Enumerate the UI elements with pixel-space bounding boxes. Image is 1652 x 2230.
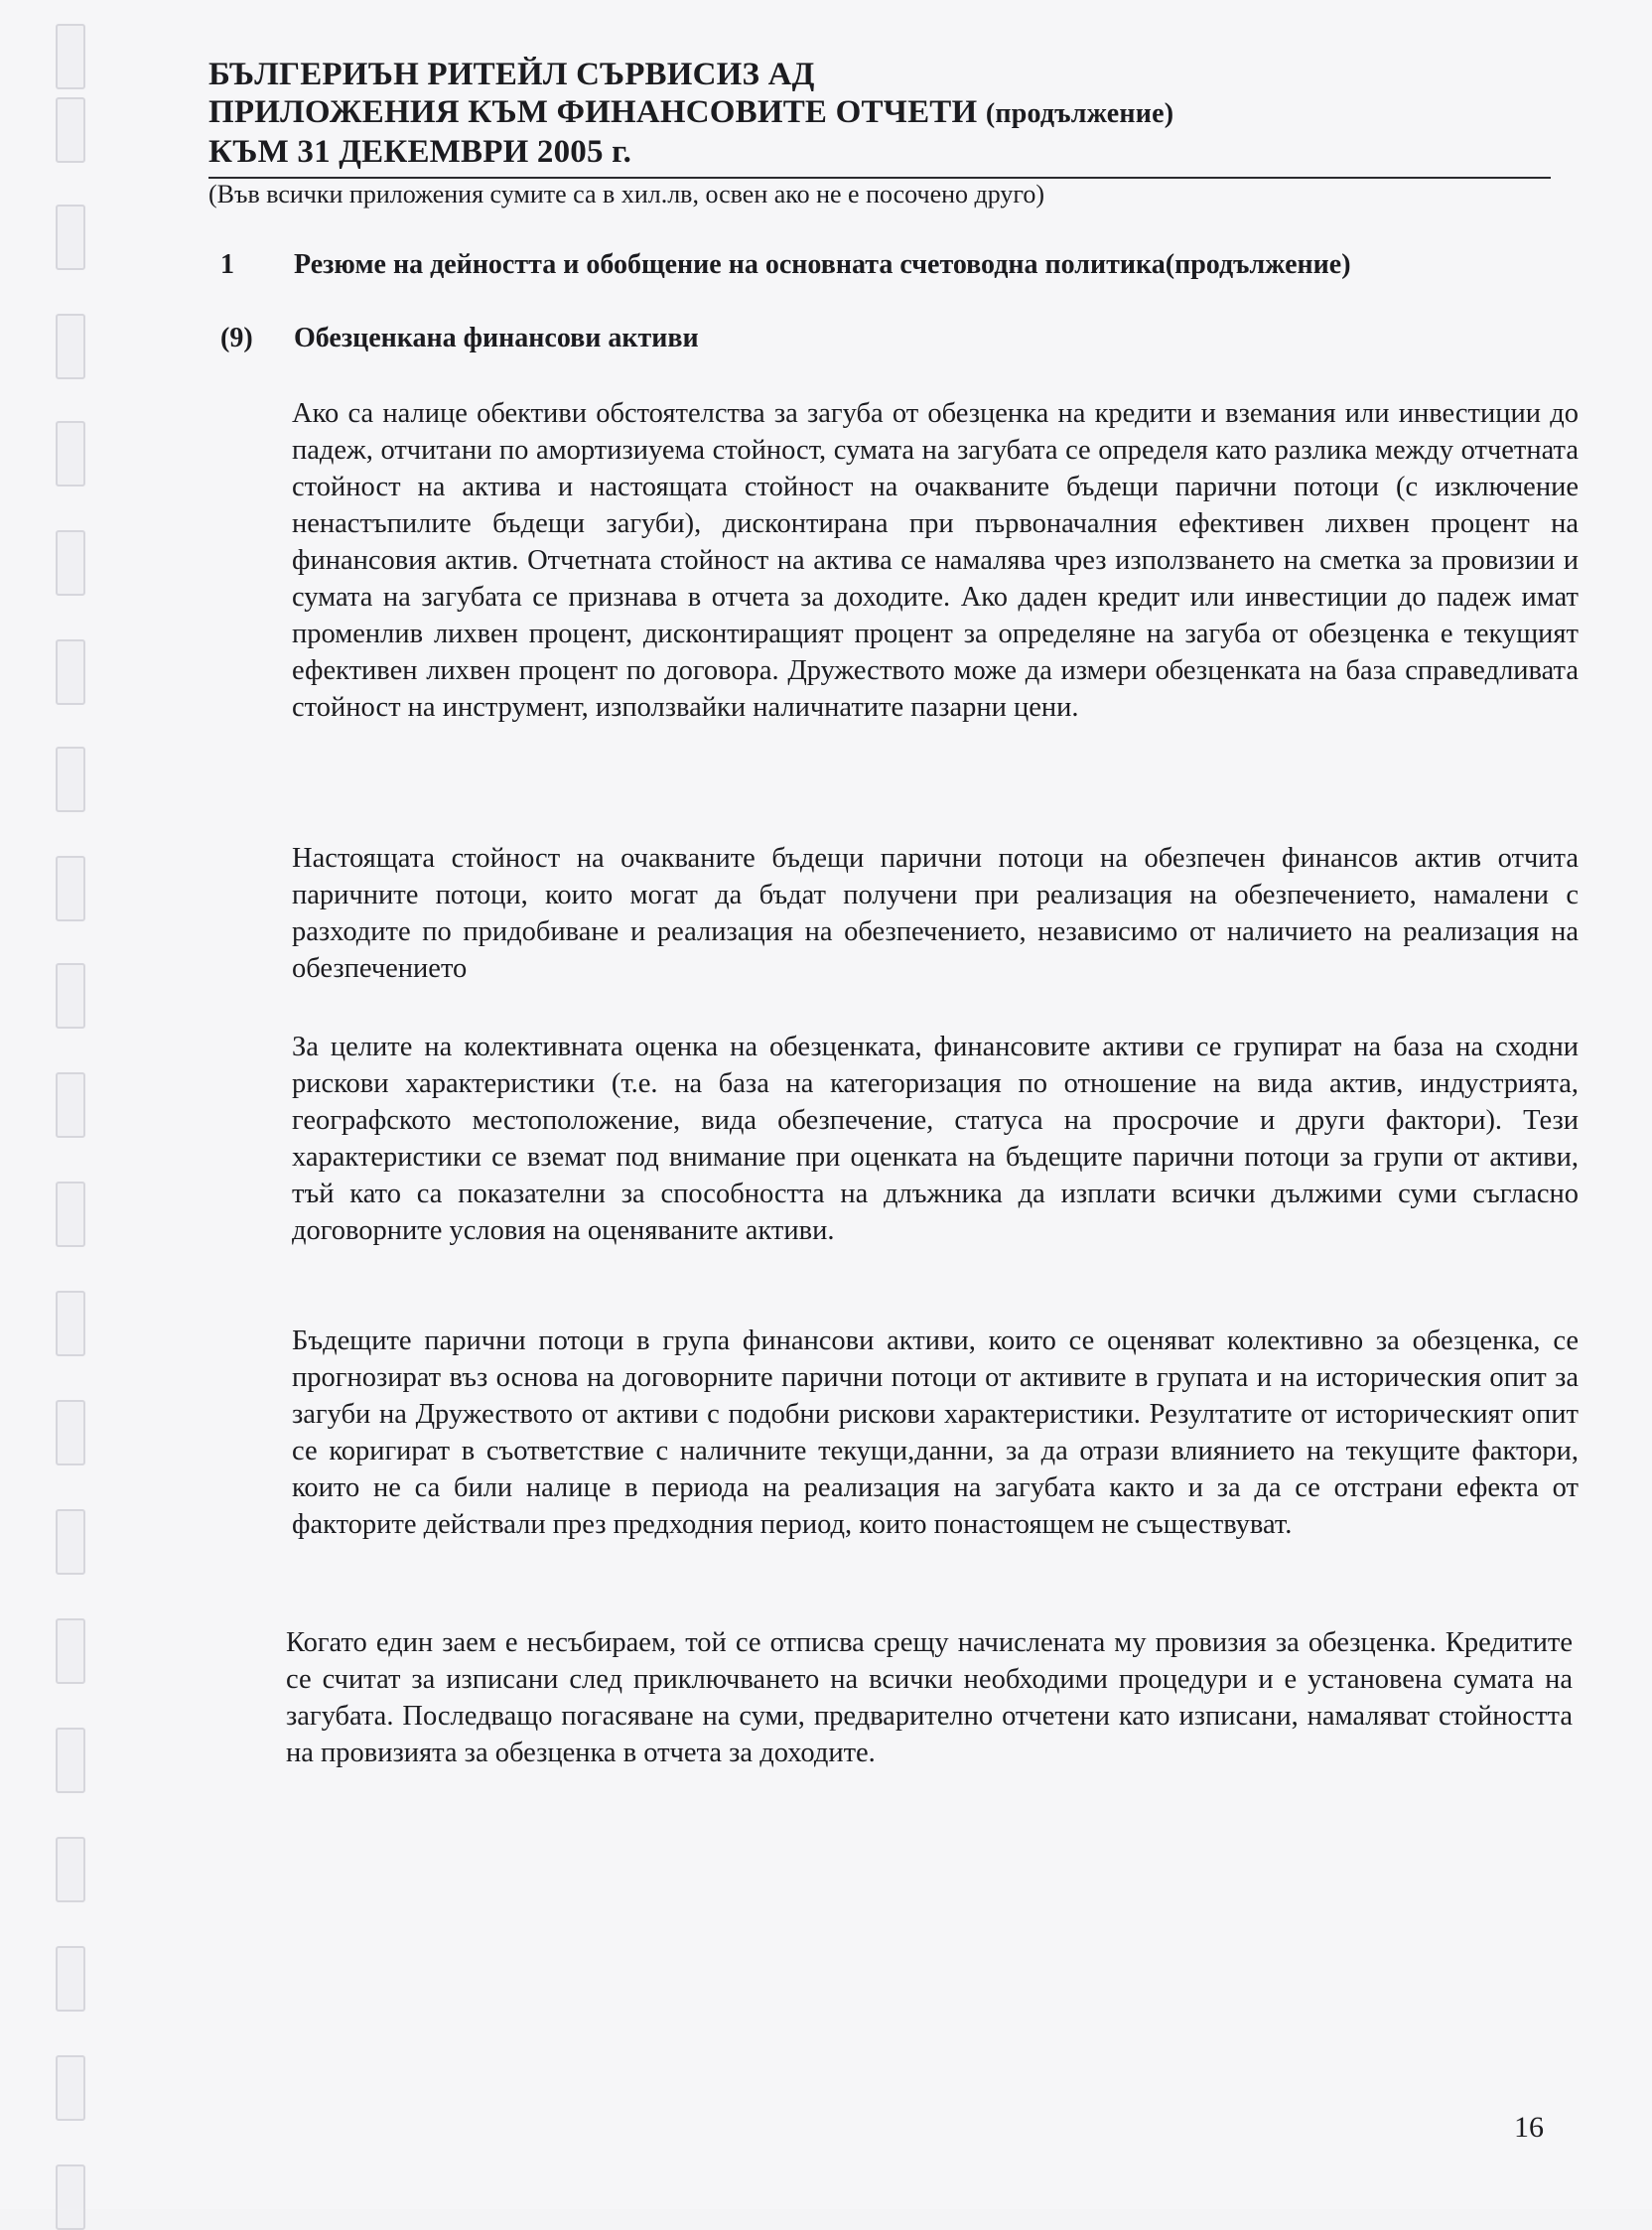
paragraph: Когато един заем е несъбираем, той се отписва срещу начислената му провизия за обезценка. Кредитите се считат за изписани след приключването на всички необходими процедури и е установена сумата на загубата. Последващо погасяване на суми, предварително отчетени като изписани, намаляват стойността на провизията за обезценка в отчета за доходите. <box>286 1627 1573 1768</box>
document-header <box>208 56 1551 210</box>
punch-hole <box>56 747 85 812</box>
paragraph: За целите на колективната оценка на обезценката, финансовите активи се групират на база на сходни рискови характеристики (т.е. на база на категоризация по отношение на вида актив, индустрията, географското местоположение, вида обезпечение, статуса на просрочие и други фактори). Тези характеристики се вземат под внимание при оценката на бъдещите парични потоци за групи от активи, тъй като са показателни за способността на длъжника да изплати всички дължими суми съгласно договорните условия на оценяваните активи. <box>292 1032 1579 1246</box>
subsection-heading <box>220 322 699 355</box>
section-number: 1 <box>220 249 234 280</box>
section-heading <box>220 248 1351 282</box>
paragraph: Бъдещите парични потоци в група финансови активи, които се оценяват колективно за обезценка, се прогнозират въз основа на договорните парични потоци от активите в групата и на историческия опит за загуби на Дружеството от активи с подобни рискови характеристики. Резултатите от историческият опит се коригират в съответствие с наличните текущи,данни, за да отрази влиянието на текущите фактори, които не са били налице в периода на реализация на загубата както и за да се отстрани ефекта от факторите действали през предходния период, които понастоящем не съществуват. <box>292 1325 1579 1540</box>
report-title-suffix: (продължение) <box>985 98 1174 129</box>
punch-hole <box>56 639 85 705</box>
punch-hole <box>56 963 85 1029</box>
punch-hole <box>56 530 85 596</box>
punch-hole <box>56 205 85 270</box>
paragraph: Ако са налице обективи обстоятелства за загуба от обезценка на кредити и вземания или инвестиции до падеж, отчитани по амортизиуема стойност, сумата на загубата се определя като разлика между отчетната стойност на актива и настоящата стойност на очакваните бъдещи парични потоци (с изключение ненастъпилите бъдещи загуби), дисконтирана при първоначалния ефективен лихвен процент на финансовия актив. Отчетната стойност на актива се намалява чрез използването на сметка за провизии и сумата на загубата се признава в отчета за доходите. Ако даден кредит или инвестиции до падеж имат променлив лихвен процент, дисконтиращият процент за определяне на загуба от обезценка е текущият ефективен лихвен процент по договора. Дружеството може да измери обезценката на база справедливата стойност на инструмент, използвайки наличнатите пазарни цени. <box>292 398 1579 723</box>
punch-hole <box>56 1618 85 1684</box>
punch-hole <box>56 2055 85 2121</box>
punch-hole <box>56 1291 85 1356</box>
binding-punch-marks <box>0 0 89 2209</box>
report-date: КЪМ 31 ДЕКЕМВРИ 2005 г. <box>208 134 632 170</box>
punch-hole <box>56 1837 85 1902</box>
page-number: 16 <box>1514 2111 1544 2144</box>
subsection-title: Обезценкана финансови активи <box>294 323 699 353</box>
punch-hole <box>56 1509 85 1575</box>
punch-hole <box>56 1072 85 1138</box>
paragraph: Настоящата стойност на очакваните бъдещи парични потоци на обезпечен финансов актив отчита паричните потоци, които могат да бъдат получени при реализация на обезпечението, намалени с разходите по придобиване и реализация на обезпечението, независимо от наличието на реализация на обезпечението <box>292 843 1579 984</box>
punch-hole <box>56 1946 85 2012</box>
subsection-number: (9) <box>220 323 253 353</box>
company-name: БЪЛГЕРИЪН РИТЕЙЛ СЪРВИСИЗ АД <box>208 57 815 92</box>
punch-hole <box>56 314 85 379</box>
punch-hole <box>56 97 85 163</box>
punch-hole <box>56 1400 85 1465</box>
punch-hole <box>56 2164 85 2230</box>
punch-hole <box>56 24 85 89</box>
report-title-main: ПРИЛОЖЕНИЯ КЪМ ФИНАНСОВИТЕ ОТЧЕТИ <box>208 94 978 130</box>
punch-hole <box>56 1728 85 1793</box>
section-title: Резюме на дейността и обобщение на основната счетоводна политика(продължение) <box>294 249 1351 280</box>
punch-hole <box>56 1182 85 1247</box>
punch-hole <box>56 856 85 921</box>
currency-note: (Във всички приложения сумите са в хил.лв, освен ако не е посочено друго) <box>208 180 1045 209</box>
punch-hole <box>56 421 85 487</box>
report-title <box>208 93 1551 133</box>
